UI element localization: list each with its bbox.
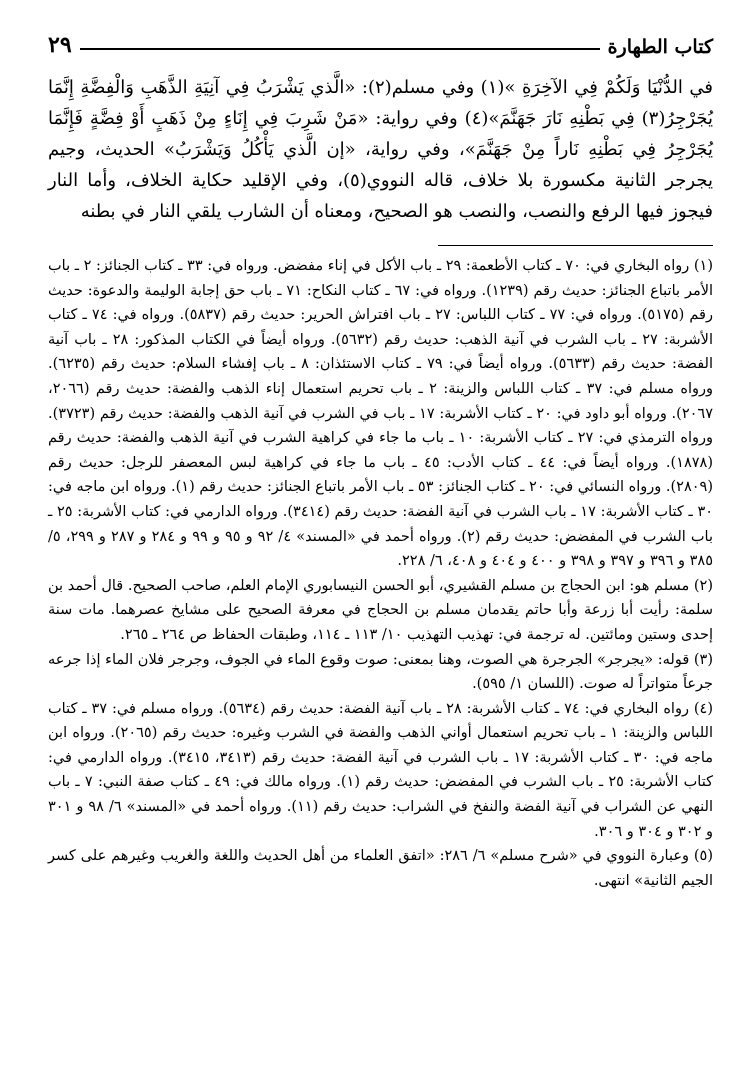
footnote-5: (٥) وعبارة النووي في «شرح مسلم» ٦/ ٢٨٦: «اتفق العلماء من أهل الحديث واللغة والغريب وغيرهم على كسر الجيم الثانية» انتهى. [48,848,713,889]
page-number: ٢٩ [48,32,72,58]
footnote-3: (٣) قوله: «يجرجر» الجرجرة هي الصوت، وهنا بمعنى: صوت وقوع الماء في الجوف، وجرجر فلان الماء إذا جرعه جرعاً متواتراً له صوت. (اللسان ١/ ٥٩٥). [48,651,713,693]
footnote-1: (١) رواه البخاري في: ٧٠ ـ كتاب الأطعمة: ٢٩ ـ باب الأكل في إناء مفضض. ورواه في: ٣٣ ـ كتاب الجنائز: ٢ ـ باب الأمر باتباع الجنائز: حديث رقم (١٢٣٩). ورواه في: ٦٧ ـ كتاب النكاح: ٧١ ـ باب حق إجابة الوليمة والدعوة: حديث رقم (٥١٧٥). ورواه في: ٧٧ ـ كتاب اللباس: ٢٧ ـ باب افتراش الحرير: حديث رقم (٥٨٣٧). ورواه في: ٧٤ ـ كتاب الأشربة: ٢٧ ـ باب الشرب في آنية الذهب: حديث رقم (٥٦٣٢). ورواه أيضاً في الكتاب المذكور: ٢٨ ـ باب آنية الفضة: حديث رقم (٥٦٣٣). ورواه أيضاً في: ٧٩ ـ كتاب الاستئذان: ٨ ـ باب إفشاء السلام: حديث رقم (٦٢٣٥). ورواه مسلم في: ٣٧ ـ كتاب اللباس والزينة: ٢ ـ باب تحريم استعمال إناء الذهب والفضة: حديث رقم (٢٠٦٦، ٢٠٦٧). ورواه أبو داود في: ٢٠ ـ كتاب الأشربة: ١٧ ـ باب في الشرب في آنية الذهب والفضة: حديث رقم (٣٧٢٣). ورواه الترمذي في: ٢٧ ـ كتاب الأشربة: ١٠ ـ باب ما جاء في كراهية الشرب في آنية الذهب والفضة: حديث رقم (١٨٧٨). ورواه أيضاً في: ٤٤ ـ كتاب الأدب: ٤٥ ـ باب ما جاء في كراهية لبس المعصفر للرجل: حديث رقم (٢٨٠٩). ورواه النسائي في: ٢٠ ـ كتاب الجنائز: ٥٣ ـ باب الأمر باتباع الجنائز: حديث رقم (١). ورواه ابن ماجه في: ٣٠ ـ كتاب الأشربة: ١٧ ـ باب الشرب في آنية الفضة: حديث رقم (٣٤١٤). ورواه الدارمي في: كتاب الأشربة: ٢٥ ـ باب الشرب في المفضض: حديث رقم (٢). ورواه أحمد في «المسند» ٤/ ٩٢ و ٩٥ و ٩٩ و ٢٨٤ و ٢٨٧ و ٢٩٩، ٥/ ٣٨٥ و ٣٩٦ و ٣٩٧ و ٣٩٨ و ٤٠٠ و ٤٠٤ و ٤٠٨، ٦/ ٢٢٨. [48,258,714,570]
chapter-title: كتاب الطهارة [607,36,713,58]
page [48,24,713,893]
header-rule [80,48,600,50]
footnote-2: (٢) مسلم هو: ابن الحجاج بن مسلم القشيري، أبو الحسن النيسابوري الإمام العلم، صاحب الصحيح. قال أحمد بن سلمة: رأيت أبا زرعة وأبا حاتم يقدمان مسلم بن الحجاج في معرفة الصحيح على مشايخ عصرهما. مات سنة إحدى وستين ومائتين. له ترجمة في: تهذيب التهذيب ١٠/ ١١٣ ـ ١١٤، وطبقات الحفاظ ص ٢٦٤ ـ ٢٦٥. [48,577,713,643]
footnotes [48,254,713,893]
footnote-separator [48,245,713,246]
main-text: في الدُّنْيَا وَلَكُمْ فِي الآخِرَةِ »(١) وفي مسلم(٢): «الَّذي يَشْرَبُ فِي آنِيَةِ الذَّهَبِ وَالْفِضَّةِ إِنَّمَا يُجَرْجِرُ(٣) فِي بَطْنِهِ نَارَ جَهَنَّمَ»(٤) وفي رواية: «مَنْ شَرِبَ فِي إِنَاءٍ مِنْ ذَهَبٍ أَوْ فِضَّةٍ فَإِنَّمَا يُجَرْجِرُ فِي بَطْنِهِ نَاراً مِنْ جَهَنَّمَ»، وفي رواية، «إن الَّذي يَأْكُلُ وَيَشْرَبُ» الحديث، وجيم يجرجر الثانية مكسورة بلا خلاف، قاله النووي(٥)، وفي الإقليد حكاية الخلاف، وأما النار فيجوز فيها الرفع والنصب، والنصب هو الصحيح، ومعناه أن الشارب يلقي النار في بطنه [48,77,713,222]
running-header [48,24,713,58]
footnote-4: (٤) رواه البخاري في: ٧٤ ـ كتاب الأشربة: ٢٨ ـ باب آنية الفضة: حديث رقم (٥٦٣٤). ورواه مسلم في: ٣٧ ـ كتاب اللباس والزينة: ١ ـ باب تحريم استعمال أواني الذهب والفضة في الشرب وغيره: حديث رقم (٢٠٦٥). ورواه ابن ماجه في: ٣٠ ـ كتاب الأشربة: ١٧ ـ باب الشرب في آنية الفضة: حديث رقم (٣٤١٣، ٣٤١٥). ورواه الدارمي في: كتاب الأشربة: ٢٥ ـ باب الشرب في المفضض: حديث رقم (١). ورواه مالك في: ٤٩ ـ كتاب صفة النبي: ٧ ـ باب النهي عن الشراب في آنية الفضة والنفخ في الشراب: حديث رقم (١١). ورواه أحمد في «المسند» ٦/ ٩٨ و ٣٠١ و ٣٠٢ و ٣٠٤ و ٣٠٦. [48,700,714,840]
